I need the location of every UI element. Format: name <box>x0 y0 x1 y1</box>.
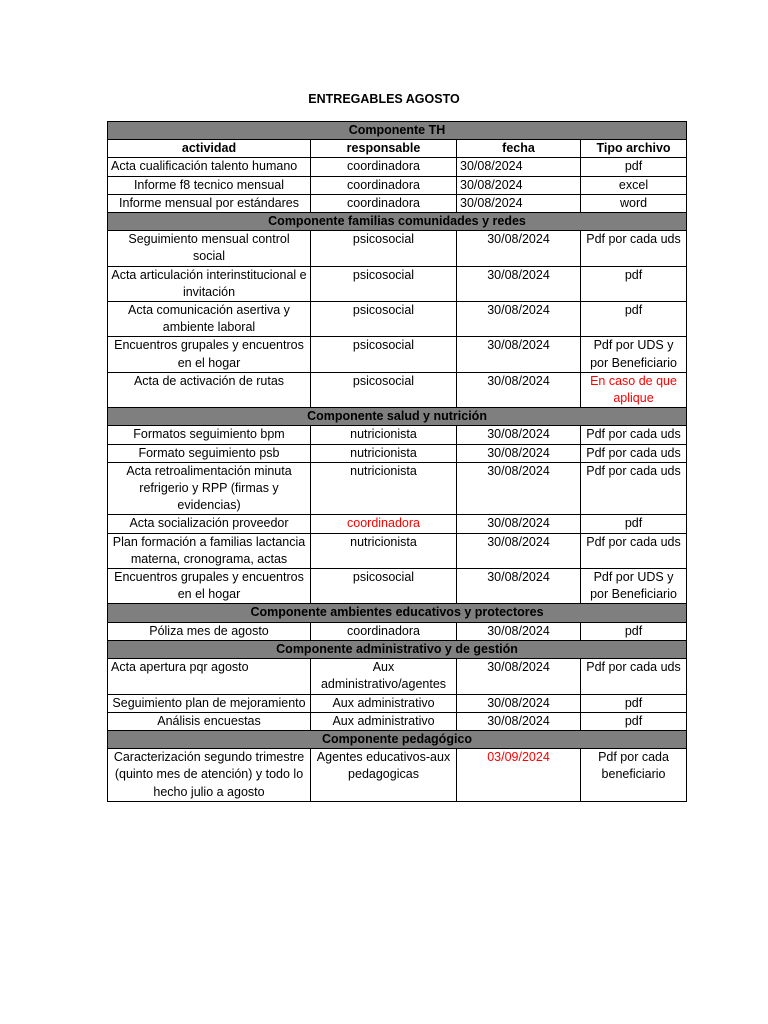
column-header-row <box>108 140 687 158</box>
section-title: Componente familias comunidades y redes <box>108 213 687 231</box>
actividad-cell: Plan formación a familias lactancia materna, cronograma, actas <box>108 533 311 568</box>
section-title: Componente TH <box>108 122 687 140</box>
section-title: Componente administrativo y de gestión <box>108 640 687 658</box>
section-header-row <box>108 213 687 231</box>
tipo-archivo-cell: pdf <box>581 694 687 712</box>
table-row <box>108 372 687 407</box>
table-row <box>108 515 687 533</box>
fecha-cell: 30/08/2024 <box>457 158 581 176</box>
table-row <box>108 231 687 266</box>
fecha-cell: 30/08/2024 <box>457 337 581 372</box>
tipo-archivo-cell: pdf <box>581 622 687 640</box>
fecha-cell: 30/08/2024 <box>457 444 581 462</box>
table-row <box>108 194 687 212</box>
table-row <box>108 533 687 568</box>
responsable-cell: nutricionista <box>311 533 457 568</box>
actividad-cell: Encuentros grupales y encuentros en el hogar <box>108 337 311 372</box>
section-header-row <box>108 604 687 622</box>
fecha-cell: 30/08/2024 <box>457 622 581 640</box>
fecha-cell: 30/08/2024 <box>457 569 581 604</box>
table-row <box>108 444 687 462</box>
responsable-cell: coordinadora <box>311 515 457 533</box>
table-row <box>108 712 687 730</box>
fecha-header: fecha <box>457 140 581 158</box>
table-row <box>108 337 687 372</box>
responsable-cell: psicosocial <box>311 266 457 301</box>
responsable-cell: coordinadora <box>311 622 457 640</box>
fecha-cell: 30/08/2024 <box>457 712 581 730</box>
document-title: ENTREGABLES AGOSTO <box>308 92 460 106</box>
fecha-cell: 30/08/2024 <box>457 426 581 444</box>
fecha-cell: 30/08/2024 <box>457 659 581 694</box>
responsable-cell: coordinadora <box>311 158 457 176</box>
actividad-cell: Acta articulación interinstitucional e invitación <box>108 266 311 301</box>
tipo-archivo-cell: Pdf por cada uds <box>581 659 687 694</box>
actividad-cell: Informe f8 tecnico mensual <box>108 176 311 194</box>
actividad-cell: Póliza mes de agosto <box>108 622 311 640</box>
responsable-cell: psicosocial <box>311 231 457 266</box>
table-row <box>108 266 687 301</box>
actividad-cell: Formatos seguimiento bpm <box>108 426 311 444</box>
table-row <box>108 176 687 194</box>
responsable-cell: psicosocial <box>311 337 457 372</box>
actividad-header: actividad <box>108 140 311 158</box>
tipo-archivo-cell: pdf <box>581 266 687 301</box>
actividad-cell: Acta apertura pqr agosto <box>108 659 311 694</box>
table-row <box>108 426 687 444</box>
table-row <box>108 659 687 694</box>
tipo-archivo-header: Tipo archivo <box>581 140 687 158</box>
tipo-archivo-cell: Pdf por cada uds <box>581 444 687 462</box>
actividad-cell: Acta de activación de rutas <box>108 372 311 407</box>
table-row <box>108 749 687 802</box>
responsable-cell: psicosocial <box>311 372 457 407</box>
responsable-cell: psicosocial <box>311 569 457 604</box>
tipo-archivo-cell: pdf <box>581 302 687 337</box>
tipo-archivo-cell: pdf <box>581 515 687 533</box>
tipo-archivo-cell: Pdf por cada beneficiario <box>581 749 687 802</box>
fecha-cell: 30/08/2024 <box>457 462 581 515</box>
tipo-archivo-cell: Pdf por cada uds <box>581 533 687 568</box>
fecha-cell: 30/08/2024 <box>457 231 581 266</box>
actividad-cell: Análisis encuestas <box>108 712 311 730</box>
responsable-cell: Aux administrativo <box>311 694 457 712</box>
section-header-row <box>108 122 687 140</box>
tipo-archivo-cell: Pdf por cada uds <box>581 426 687 444</box>
responsable-cell: coordinadora <box>311 176 457 194</box>
tipo-archivo-cell: word <box>581 194 687 212</box>
tipo-archivo-cell: pdf <box>581 158 687 176</box>
tipo-archivo-cell: Pdf por UDS y por Beneficiario <box>581 569 687 604</box>
table-row <box>108 694 687 712</box>
responsable-header: responsable <box>311 140 457 158</box>
tipo-archivo-cell: En caso de que aplique <box>581 372 687 407</box>
actividad-cell: Acta comunicación asertiva y ambiente laboral <box>108 302 311 337</box>
section-title: Componente salud y nutrición <box>108 408 687 426</box>
actividad-cell: Seguimiento mensual control social <box>108 231 311 266</box>
responsable-cell: coordinadora <box>311 194 457 212</box>
actividad-cell: Acta retroalimentación minuta refrigerio y RPP (firmas y evidencias) <box>108 462 311 515</box>
responsable-cell: nutricionista <box>311 462 457 515</box>
tipo-archivo-cell: Pdf por UDS y por Beneficiario <box>581 337 687 372</box>
table-row <box>108 302 687 337</box>
actividad-cell: Informe mensual por estándares <box>108 194 311 212</box>
responsable-cell: psicosocial <box>311 302 457 337</box>
section-title: Componente ambientes educativos y protectores <box>108 604 687 622</box>
deliverables-table <box>107 121 687 802</box>
tipo-archivo-cell: Pdf por cada uds <box>581 462 687 515</box>
responsable-cell: Aux administrativo <box>311 712 457 730</box>
fecha-cell: 30/08/2024 <box>457 694 581 712</box>
fecha-cell: 30/08/2024 <box>457 266 581 301</box>
fecha-cell: 30/08/2024 <box>457 372 581 407</box>
table-row <box>108 622 687 640</box>
fecha-cell: 30/08/2024 <box>457 302 581 337</box>
actividad-cell: Caracterización segundo trimestre (quinto mes de atención) y todo lo hecho julio a agosto <box>108 749 311 802</box>
actividad-cell: Acta cualificación talento humano <box>108 158 311 176</box>
actividad-cell: Encuentros grupales y encuentros en el hogar <box>108 569 311 604</box>
section-header-row <box>108 640 687 658</box>
tipo-archivo-cell: pdf <box>581 712 687 730</box>
fecha-cell: 30/08/2024 <box>457 194 581 212</box>
section-title: Componente pedagógico <box>108 730 687 748</box>
section-header-row <box>108 730 687 748</box>
responsable-cell: nutricionista <box>311 444 457 462</box>
responsable-cell: Aux administrativo/agentes <box>311 659 457 694</box>
actividad-cell: Acta socialización proveedor <box>108 515 311 533</box>
deliverables-table-body <box>108 122 687 802</box>
fecha-cell: 30/08/2024 <box>457 515 581 533</box>
responsable-cell: Agentes educativos-aux pedagogicas <box>311 749 457 802</box>
actividad-cell: Formato seguimiento psb <box>108 444 311 462</box>
fecha-cell: 30/08/2024 <box>457 176 581 194</box>
responsable-cell: nutricionista <box>311 426 457 444</box>
fecha-cell: 30/08/2024 <box>457 533 581 568</box>
table-row <box>108 462 687 515</box>
fecha-cell: 03/09/2024 <box>457 749 581 802</box>
table-row <box>108 569 687 604</box>
table-row <box>108 158 687 176</box>
actividad-cell: Seguimiento plan de mejoramiento <box>108 694 311 712</box>
section-header-row <box>108 408 687 426</box>
tipo-archivo-cell: Pdf por cada uds <box>581 231 687 266</box>
tipo-archivo-cell: excel <box>581 176 687 194</box>
